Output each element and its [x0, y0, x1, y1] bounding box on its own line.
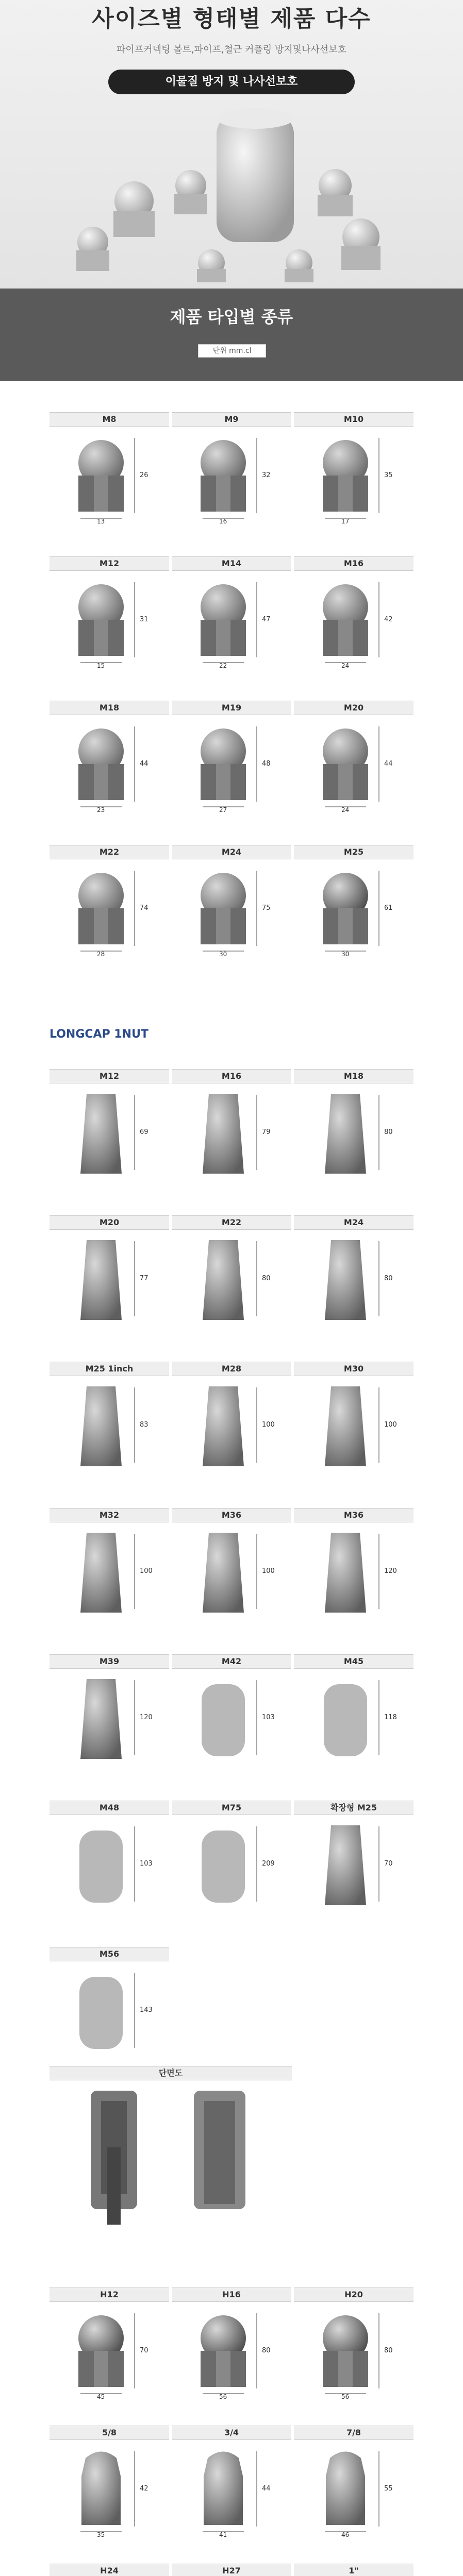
dimension-height: 32	[262, 471, 271, 479]
dimension-height: 143	[140, 2006, 153, 2014]
s2-cap-image	[172, 1083, 291, 1181]
s3-cap-image	[49, 2440, 169, 2538]
dimension-width: 35	[97, 2531, 105, 2538]
s1-size-label: M19	[172, 701, 291, 715]
s1-size-label: M8	[49, 412, 169, 427]
s2-size-label: M42	[172, 1654, 291, 1669]
hero-banner	[0, 0, 463, 289]
s2-size-label: M20	[49, 1215, 169, 1230]
s2-cap-image	[49, 1522, 169, 1620]
s2-size-label: M16	[172, 1069, 291, 1083]
s2-card	[172, 1508, 291, 1620]
s1-cap-image	[294, 859, 414, 957]
s1-cap-image	[172, 427, 291, 524]
s2-cap-image	[49, 1961, 169, 2059]
s2-size-label: M24	[294, 1215, 414, 1230]
s3-image-frame	[172, 2302, 291, 2400]
s1-card	[294, 412, 414, 524]
s2-card	[294, 1069, 414, 1181]
s3-card	[294, 2564, 414, 2576]
dimension-width: 16	[219, 518, 227, 524]
s2-card	[172, 1069, 291, 1181]
s2-card	[294, 1654, 414, 1767]
s3-cap-image	[49, 2302, 169, 2400]
dimension-height: 47	[262, 616, 271, 623]
s3-card	[294, 2426, 414, 2538]
hero-title: 사이즈별 형태별 제품 다수	[92, 6, 371, 32]
s1-card	[172, 701, 291, 813]
s3-image-frame	[294, 2440, 414, 2538]
s2-image-frame	[49, 1815, 169, 1913]
dimension-width: 15	[97, 662, 105, 669]
dimension-height: 61	[384, 904, 393, 912]
s3-card	[49, 2564, 169, 2576]
dimension-height: 44	[384, 760, 393, 768]
s1-cap-image	[294, 427, 414, 524]
dimension-width: 56	[341, 2393, 350, 2400]
dimension-height: 70	[384, 1860, 393, 1868]
dimension-width: 17	[341, 518, 350, 524]
s1-size-label: M9	[172, 412, 291, 427]
s1-image-frame	[172, 859, 291, 957]
s1-size-label: M25	[294, 845, 414, 859]
s2-image-frame	[172, 1669, 291, 1767]
s2-card	[172, 1654, 291, 1767]
s1-size-label: M20	[294, 701, 414, 715]
dimension-height: 209	[262, 1860, 275, 1868]
s3-card	[172, 2564, 291, 2576]
dimension-width: 28	[97, 951, 105, 957]
s3-card	[294, 2287, 414, 2400]
dimension-height: 77	[140, 1275, 148, 1282]
s2-image-frame	[294, 1083, 414, 1181]
s2-card	[294, 1215, 414, 1328]
s2-size-label: M30	[294, 1362, 414, 1376]
s3-cap-image	[172, 2302, 291, 2400]
s2-cap-image	[49, 1083, 169, 1181]
s2-size-label: M22	[172, 1215, 291, 1230]
unit-badge: 단위 mm.cl	[198, 344, 266, 358]
s2-cap-image	[172, 1376, 291, 1474]
dimension-width: 13	[97, 518, 105, 524]
s1-image-frame	[294, 427, 414, 524]
s3-size-label: H16	[172, 2287, 291, 2302]
s1-card	[294, 701, 414, 813]
s2-card	[49, 1508, 169, 1620]
dimension-width: 22	[219, 662, 227, 669]
dimension-width: 46	[341, 2531, 350, 2538]
types-title: 제품 타입별 종류	[170, 307, 293, 327]
dimension-height: 118	[384, 1714, 397, 1721]
s2-size-label: M25 1inch	[49, 1362, 169, 1376]
s3-size-label: 1"	[294, 2564, 414, 2576]
s3-image-frame	[49, 2302, 169, 2400]
s2-cap-image	[294, 1376, 414, 1474]
s3-size-label: 3/4	[172, 2426, 291, 2440]
s2-card	[49, 1362, 169, 1474]
s1-image-frame	[172, 715, 291, 813]
dimension-height: 80	[262, 2347, 271, 2354]
s3-image-frame	[172, 2440, 291, 2538]
s2-card	[49, 1947, 169, 2059]
s2-size-label: M36	[172, 1508, 291, 1522]
dimension-height: 48	[262, 760, 271, 768]
s3-size-label: H27	[172, 2564, 291, 2576]
s2-image-frame	[172, 1522, 291, 1620]
dimension-height: 80	[384, 2347, 393, 2354]
dimension-height: 70	[140, 2347, 148, 2354]
dimension-height: 80	[384, 1275, 393, 1282]
cutaway-label: 단면도	[49, 2066, 292, 2080]
s1-card	[172, 412, 291, 524]
s2-image-frame	[172, 1083, 291, 1181]
s1-image-frame	[49, 571, 169, 669]
s2-card	[49, 1801, 169, 1913]
s1-size-label: M16	[294, 556, 414, 571]
longcap-title: LONGCAP 1NUT	[49, 1028, 148, 1041]
s3-cap-image	[294, 2440, 414, 2538]
s1-size-label: M14	[172, 556, 291, 571]
s2-size-label: M36	[294, 1508, 414, 1522]
s2-image-frame	[294, 1376, 414, 1474]
s2-size-label: M28	[172, 1362, 291, 1376]
s2-image-frame	[294, 1669, 414, 1767]
s2-image-frame	[294, 1230, 414, 1328]
s2-image-frame	[49, 1522, 169, 1620]
dimension-width: 27	[219, 806, 227, 813]
s2-cap-image	[49, 1815, 169, 1913]
s2-image-frame	[294, 1815, 414, 1913]
s2-image-frame	[49, 1669, 169, 1767]
s2-image-frame	[172, 1376, 291, 1474]
s2-size-label: M39	[49, 1654, 169, 1669]
dimension-height: 42	[140, 2485, 148, 2493]
s1-image-frame	[49, 715, 169, 813]
s1-cap-image	[49, 859, 169, 957]
s2-card	[172, 1362, 291, 1474]
s1-image-frame	[49, 427, 169, 524]
hero-pill: 이물질 방지 및 나사선보호	[108, 70, 355, 94]
s3-cap-image	[294, 2302, 414, 2400]
s3-size-label: H24	[49, 2564, 169, 2576]
dimension-height: 80	[384, 1128, 393, 1136]
s1-card	[49, 701, 169, 813]
dimension-height: 79	[262, 1128, 271, 1136]
s3-size-label: 7/8	[294, 2426, 414, 2440]
s1-cap-image	[172, 571, 291, 669]
dimension-height: 42	[384, 616, 393, 623]
product-group-image	[62, 108, 402, 283]
cutaway-block	[49, 2066, 292, 2237]
dimension-height: 83	[140, 1421, 148, 1429]
s2-size-label: M18	[294, 1069, 414, 1083]
s1-size-label: M12	[49, 556, 169, 571]
s2-size-label: 확장형 M25	[294, 1801, 414, 1815]
s1-cap-image	[294, 715, 414, 813]
s2-cap-image	[294, 1522, 414, 1620]
s2-size-label: M56	[49, 1947, 169, 1961]
s3-card	[49, 2426, 169, 2538]
s2-card	[49, 1215, 169, 1328]
s2-image-frame	[49, 1083, 169, 1181]
s3-size-label: H20	[294, 2287, 414, 2302]
dimension-height: 120	[140, 1714, 153, 1721]
dimension-width: 24	[341, 662, 350, 669]
s1-image-frame	[294, 571, 414, 669]
s2-card	[172, 1215, 291, 1328]
s2-card	[172, 1801, 291, 1913]
s2-cap-image	[294, 1083, 414, 1181]
s1-image-frame	[172, 427, 291, 524]
s1-cap-image	[49, 427, 169, 524]
s2-image-frame	[49, 1961, 169, 2059]
dimension-height: 103	[262, 1714, 275, 1721]
s1-cap-image	[49, 571, 169, 669]
s1-cap-image	[294, 571, 414, 669]
s2-size-label: M48	[49, 1801, 169, 1815]
s3-image-frame	[49, 2440, 169, 2538]
s1-image-frame	[172, 571, 291, 669]
dimension-width: 23	[97, 806, 105, 813]
dimension-width: 56	[219, 2393, 227, 2400]
s1-cap-image	[172, 859, 291, 957]
s2-cap-image	[294, 1669, 414, 1767]
s3-image-frame	[294, 2302, 414, 2400]
cutaway-image	[49, 2080, 292, 2235]
dimension-width: 24	[341, 806, 350, 813]
s1-image-frame	[49, 859, 169, 957]
s1-cap-image	[49, 715, 169, 813]
s1-card	[172, 556, 291, 669]
dimension-width: 30	[341, 951, 350, 957]
s3-card	[172, 2426, 291, 2538]
dimension-height: 80	[262, 1275, 271, 1282]
dimension-height: 74	[140, 904, 148, 912]
s2-cap-image	[294, 1230, 414, 1328]
dimension-width: 45	[97, 2393, 105, 2400]
s1-image-frame	[294, 715, 414, 813]
dimension-height: 26	[140, 471, 148, 479]
s2-cap-image	[172, 1522, 291, 1620]
s1-card	[294, 556, 414, 669]
dimension-width: 30	[219, 951, 227, 957]
s2-image-frame	[49, 1230, 169, 1328]
dimension-height: 35	[384, 471, 393, 479]
dimension-height: 100	[262, 1567, 275, 1575]
dimension-height: 31	[140, 616, 148, 623]
s3-card	[49, 2287, 169, 2400]
s2-card	[294, 1508, 414, 1620]
s1-image-frame	[294, 859, 414, 957]
hero-subtitle: 파이프커넥팅 볼트,파이프,철근 커플링 방지및나사선보호	[117, 44, 346, 55]
s2-cap-image	[172, 1669, 291, 1767]
dimension-height: 44	[140, 760, 148, 768]
s1-card	[49, 556, 169, 669]
dimension-height: 100	[140, 1567, 153, 1575]
s2-size-label: M75	[172, 1801, 291, 1815]
s2-cap-image	[49, 1230, 169, 1328]
dimension-height: 55	[384, 2485, 393, 2493]
s1-size-label: M10	[294, 412, 414, 427]
s2-size-label: M12	[49, 1069, 169, 1083]
s2-cap-image	[172, 1230, 291, 1328]
s2-size-label: M45	[294, 1654, 414, 1669]
types-header	[0, 289, 463, 381]
s3-size-label: H12	[49, 2287, 169, 2302]
s1-card	[49, 845, 169, 957]
s2-size-label: M32	[49, 1508, 169, 1522]
s2-image-frame	[172, 1230, 291, 1328]
dimension-height: 69	[140, 1128, 148, 1136]
s3-card	[172, 2287, 291, 2400]
s2-card	[294, 1362, 414, 1474]
s1-cap-image	[172, 715, 291, 813]
dimension-height: 100	[384, 1421, 397, 1429]
s1-card	[294, 845, 414, 957]
s2-image-frame	[49, 1376, 169, 1474]
s3-cap-image	[172, 2440, 291, 2538]
s2-image-frame	[172, 1815, 291, 1913]
s1-card	[49, 412, 169, 524]
s2-card	[49, 1069, 169, 1181]
dimension-height: 103	[140, 1860, 153, 1868]
s2-cap-image	[294, 1815, 414, 1913]
s1-size-label: M24	[172, 845, 291, 859]
s1-size-label: M22	[49, 845, 169, 859]
dimension-height: 44	[262, 2485, 271, 2493]
s2-cap-image	[49, 1669, 169, 1767]
s1-card	[172, 845, 291, 957]
dimension-width: 41	[219, 2531, 227, 2538]
s2-cap-image	[49, 1376, 169, 1474]
s2-cap-image	[172, 1815, 291, 1913]
dimension-height: 75	[262, 904, 271, 912]
dimension-height: 120	[384, 1567, 397, 1575]
dimension-height: 100	[262, 1421, 275, 1429]
s1-size-label: M18	[49, 701, 169, 715]
s3-size-label: 5/8	[49, 2426, 169, 2440]
s2-card	[49, 1654, 169, 1767]
s2-card	[294, 1801, 414, 1913]
s2-image-frame	[294, 1522, 414, 1620]
